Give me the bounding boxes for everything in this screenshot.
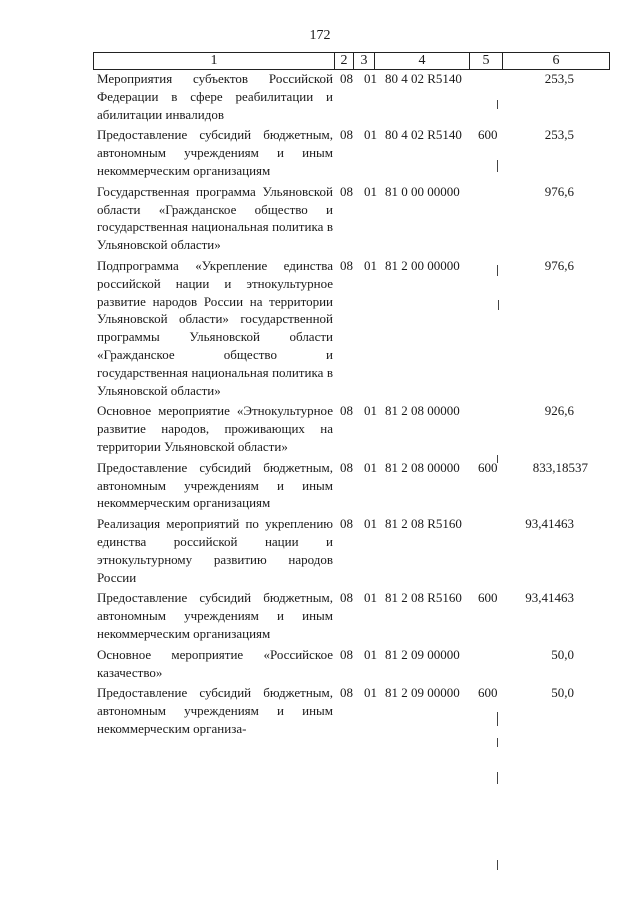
row-pr: 01 — [364, 127, 377, 143]
scan-mark — [497, 455, 498, 463]
table-row — [0, 589, 640, 642]
scan-mark — [497, 860, 498, 870]
row-sum: 253,5 — [544, 127, 574, 143]
row-csr: 81 2 08 00000 — [385, 459, 460, 475]
scan-mark — [498, 300, 499, 310]
header-col-3: 3 — [354, 53, 375, 69]
row-vr: 600 — [478, 590, 498, 606]
header-col-6: 6 — [552, 53, 560, 68]
row-csr: 81 2 08 R5160 — [385, 516, 462, 532]
header-col-4: 4 — [375, 53, 470, 69]
row-pr: 01 — [364, 590, 377, 606]
table-row — [0, 402, 640, 455]
row-csr: 80 4 02 R5140 — [385, 71, 462, 86]
row-sum: 926,6 — [544, 403, 574, 419]
row-pr: 01 — [364, 183, 377, 199]
table-row — [0, 126, 640, 179]
row-csr: 81 2 08 00000 — [385, 403, 460, 419]
row-csr: 81 2 09 00000 — [385, 646, 460, 662]
row-rz: 08 — [340, 257, 353, 273]
row-rz: 08 — [340, 646, 353, 662]
table-row — [0, 684, 640, 737]
row-sum: 93,41463 — [525, 516, 574, 532]
row-name: Предоставление субсидий бюджетным, автономным учреждениям и иным некоммерческим организациям — [97, 459, 333, 511]
row-csr: 81 0 00 00000 — [385, 183, 460, 199]
row-csr: 81 2 09 00000 — [385, 685, 460, 701]
row-rz: 08 — [340, 590, 353, 606]
row-name: Основное мероприятие «Этнокультурное развитие народов, проживающих на территории Ульяновской области» — [97, 403, 333, 454]
table-row — [0, 515, 640, 586]
row-csr: 81 2 08 R5160 — [385, 590, 462, 606]
row-vr: 600 — [478, 459, 498, 475]
row-pr: 01 — [364, 646, 377, 662]
row-pr: 01 — [364, 257, 377, 273]
row-name: Мероприятия субъектов Российской Федерации в сфере реабилитации и абилитации инвалидов — [97, 71, 333, 122]
scan-mark — [497, 712, 498, 726]
row-csr: 81 2 00 00000 — [385, 257, 460, 273]
row-csr: 80 4 02 R5140 — [385, 127, 462, 143]
row-rz: 08 — [340, 183, 353, 199]
row-sum: 50,0 — [551, 646, 574, 662]
row-rz: 08 — [340, 459, 353, 475]
row-sum: 253,5 — [544, 71, 574, 86]
table-row — [0, 646, 640, 682]
scan-mark — [497, 160, 498, 172]
table-row — [0, 70, 640, 123]
scan-mark — [497, 100, 498, 109]
row-name: Предоставление субсидий бюджетным, автономным учреждениям и иным некоммерческим организациям — [97, 590, 333, 641]
row-sum: 976,6 — [544, 257, 574, 273]
row-sum: 50,0 — [551, 685, 574, 701]
row-rz: 08 — [340, 685, 353, 701]
row-pr: 01 — [364, 71, 377, 86]
row-vr: 600 — [478, 685, 498, 701]
row-rz: 08 — [340, 516, 353, 532]
page-number: 172 — [309, 28, 331, 43]
row-rz: 08 — [340, 127, 353, 143]
table-row — [0, 183, 640, 254]
row-sum: 976,6 — [544, 183, 574, 199]
header-col-5: 5 — [470, 53, 503, 69]
row-pr: 01 — [364, 459, 377, 475]
row-rz: 08 — [340, 71, 353, 86]
scan-mark — [497, 772, 498, 784]
budget-table-body — [0, 70, 640, 741]
header-col-1: 1 — [94, 53, 335, 69]
table-header — [93, 52, 610, 70]
row-sum: 833,18537 — [532, 459, 588, 475]
row-pr: 01 — [364, 403, 377, 419]
scan-mark — [497, 738, 498, 747]
row-name: Реализация мероприятий по укреплению единства российской нации и этнокультурному развитию народов России — [97, 516, 333, 585]
row-sum: 93,41463 — [525, 590, 574, 606]
row-vr: 600 — [478, 127, 498, 143]
row-pr: 01 — [364, 516, 377, 532]
row-pr: 01 — [364, 685, 377, 701]
header-col-2: 2 — [335, 53, 354, 69]
row-name: Подпрограмма «Укрепление единства российской нации и этнокультурное развитие народов России на территории Ульяновской области» государственной программы Ульяновской области «Гражданское общество и государственная национальная политика в Ульяновской области» — [97, 257, 333, 398]
row-name: Основное мероприятие «Российское казачество» — [97, 646, 333, 680]
row-name: Предоставление субсидий бюджетным, автономным учреждениям и иным некоммерческим организациям — [97, 127, 333, 178]
row-name: Государственная программа Ульяновской области «Гражданское общество и государственная национальная политика в Ульяновской области» — [97, 183, 333, 253]
table-row — [0, 257, 640, 399]
table-row — [0, 459, 640, 512]
row-rz: 08 — [340, 403, 353, 419]
row-name: Предоставление субсидий бюджетным, автономным учреждениям и иным некоммерческим организа- — [97, 685, 333, 736]
scan-mark — [497, 265, 498, 276]
